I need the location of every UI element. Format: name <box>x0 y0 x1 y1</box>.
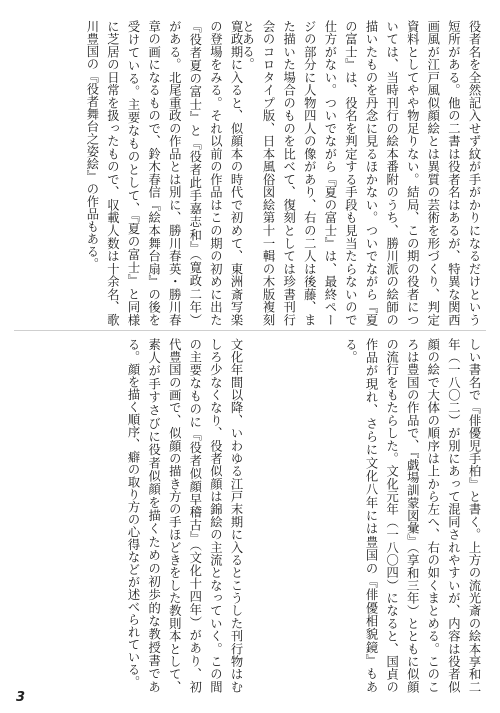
text-column-right-bottom <box>252 338 484 693</box>
text-column-right-top <box>240 20 484 326</box>
text-column-left-top <box>14 20 246 326</box>
page-number: 3 <box>16 690 26 705</box>
section-divider <box>14 330 486 331</box>
paragraph: 役者名を全然記入せず紋が手がかりになるだけという短所がある。他の二書は役者名はあるが、特異な関西画風が江戸風似顔絵とは異質の芸術を形づくり、判定資料としてやや物足りない。結局、この期の役者については、当時刊行の絵本番附のうち、勝川派の絵師の描いたものを丹念に見るほかない。ついでながら『夏の富士』は、役名を判定する手段も見当たらないので仕方がない。ついでながら『夏の富士』は、最終ページの部分に人物四人の像があり、右の二人は後藤、また描いた場合のものを比べて、復刻としては珍書刊行会のコロタイプ版、日本風俗図絵第十一輯の木版複刻とある。 <box>240 20 481 326</box>
text-column-left-bottom <box>14 338 246 693</box>
paragraph: 寛政期に入ると、似顔本の時代で初めて、東洲斎写楽の登場をみる。それ以前の作品はこの期の初めに出た『役者夏の富士』と『役者此手嘉志和』（寛政二年）がある。北尾重政の作品とは別に、勝川春英・勝川春章の画になるもので、鈴木春信『絵本舞台扇』の後を受けている。主要なものとして、『夏の富士』と同様に芝居の日常を扱ったもので、収載人数は十余名、歌川豊国の『役者舞台之姿絵』の作品もある。 <box>84 20 243 326</box>
paragraph: しい書名で『俳優児手柏』と書く。上方の流光斎の絵本享和二年（一八〇二）が別にあって混同されやすいが、内容は役者似顔の絵で大体の順序は上から左へ、右の如くまとめる。このころは豊国の作品で、『戯場訓蒙図彙』（享和三年）とともに似顔の流行をもたらした。文化元年（一八〇四）になると、国貞の作品が現れ、さらに文化八年には豊国の『俳優相貌鏡』もある。 <box>343 338 481 693</box>
paragraph: 文化年間以降、いわゆる江戸末期に入るとこうした刊行物はむしろ少なくなり、役者似顔は錦絵の主流となっていく。この間の主要なものに『役者似顔早稽古』（文化十四年）があり、初代豊国の画で、似顔の描き方の手ほどきをした教則本として、素人が手すさびに役者似顔を描くための初歩的な教授書である。顔を描く順序、癖の取り方の心得などが述べられている。 <box>126 338 243 693</box>
